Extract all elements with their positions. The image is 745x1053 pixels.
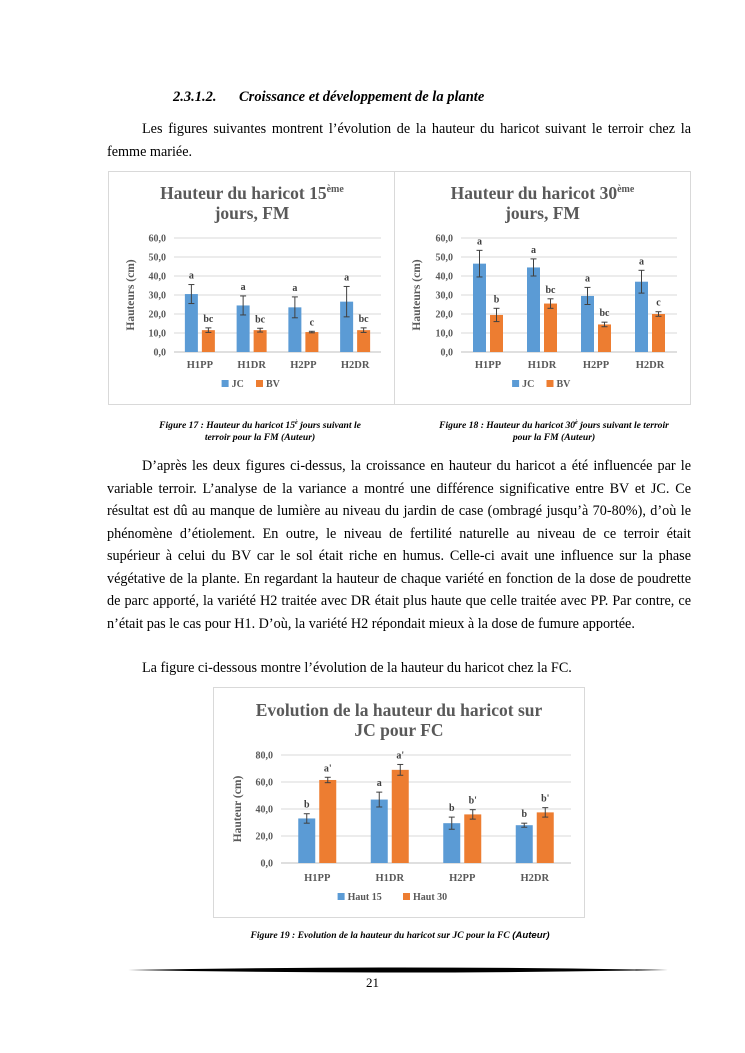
legend-swatch bbox=[403, 893, 410, 900]
section-heading bbox=[173, 89, 484, 106]
y-axis-label: Hauteurs (cm) bbox=[411, 259, 423, 331]
bar-jc bbox=[527, 267, 540, 352]
paragraph-fc: La figure ci-dessous montre l’évolution de la hauteur du haricot chez la FC. bbox=[142, 660, 572, 676]
chart-title-line: jours, FM bbox=[214, 203, 290, 223]
legend-swatch bbox=[512, 380, 519, 387]
significance-letter: bc bbox=[255, 314, 266, 326]
x-tick-label: H2DR bbox=[340, 360, 370, 371]
significance-letter: c bbox=[309, 317, 315, 329]
x-tick-label: H1PP bbox=[304, 873, 331, 884]
y-tick-label: 20,0 bbox=[255, 831, 273, 843]
legend-label: BV bbox=[556, 379, 571, 390]
significance-letter: a bbox=[188, 270, 194, 282]
bar-bv bbox=[357, 330, 370, 352]
x-tick-label: H2PP bbox=[290, 360, 317, 371]
chart-title-superscript: ème bbox=[326, 184, 344, 195]
x-tick-label: H2DR bbox=[520, 873, 550, 884]
bar-haut-30 bbox=[537, 812, 554, 863]
significance-letter: b' bbox=[468, 795, 477, 807]
y-tick-label: 20,0 bbox=[435, 309, 453, 321]
significance-letter: a bbox=[240, 281, 246, 293]
legend-label: Haut 15 bbox=[347, 892, 382, 903]
significance-letter: bc bbox=[545, 284, 556, 296]
chart-fig18-svg bbox=[395, 172, 690, 404]
y-tick-label: 60,0 bbox=[148, 233, 166, 245]
x-tick-label: H1PP bbox=[474, 360, 502, 371]
significance-letter: b' bbox=[541, 793, 550, 805]
significance-letter: b bbox=[303, 799, 310, 811]
chart-fig17-svg bbox=[109, 172, 395, 404]
significance-letter: b bbox=[448, 803, 455, 815]
x-tick-label: H2PP bbox=[582, 360, 610, 371]
x-tick-label: H1DR bbox=[527, 360, 557, 371]
bar-haut-30 bbox=[392, 770, 409, 863]
section-number: 2.3.1.2. bbox=[173, 89, 217, 105]
y-tick-label: 20,0 bbox=[148, 309, 166, 321]
significance-letter: bc bbox=[358, 313, 369, 325]
bar-haut-15 bbox=[371, 800, 388, 863]
caption-fig17: Figure 17 : Hauteur du haricot $15^è$ jours suivant le terroir pour la FM (Auteur) bbox=[159, 420, 361, 444]
chart-title-line: JC pour FC bbox=[354, 720, 444, 740]
significance-letter: a bbox=[531, 244, 536, 256]
paragraph-analysis: D’après les deux figures ci-dessus, la croissance en hauteur du haricot a été influencée par le variable terroir. L’analyse de la variance a montré une différence significative entre BV et JC. Ce résultat est dû au manque de lumière au niveau du jardin de case (ombragé jusqu’à 70-80%), d’où le phénomène d’étiolement. En outre, le niveau de fertilité naturelle au niveau de ce terroir était supérieur à celui du BV car le sol était riche en humus. Celle-ci avait une influence sur la phase végétative de la plante. En regardant la hauteur de chaque variété en fonction de la dose de poudrette de parc apporté, la variété H2 traitée avec DR était plus haute que celle traitée avec PP. Par contre, ce n’était pas le cas pour H1. D’où, la variété H2 répondait mieux à la dose de fumure apportée. bbox=[107, 458, 691, 632]
significance-letter: b bbox=[493, 294, 500, 306]
significance-letter: b bbox=[521, 809, 528, 821]
y-tick-label: 60,0 bbox=[255, 777, 273, 789]
y-tick-label: 50,0 bbox=[148, 252, 166, 264]
y-tick-label: 60,0 bbox=[435, 233, 453, 245]
legend-label: JC bbox=[522, 379, 535, 390]
y-tick-label: 40,0 bbox=[148, 271, 166, 283]
section-title: Croissance et développement de la plante bbox=[239, 89, 485, 105]
significance-letter: a bbox=[585, 273, 590, 285]
significance-letter: c bbox=[656, 297, 661, 309]
x-tick-label: H1DR bbox=[237, 360, 266, 371]
bar-bv bbox=[544, 304, 557, 352]
legend-label: JC bbox=[231, 379, 244, 390]
significance-letter: a bbox=[639, 256, 644, 268]
y-tick-label: 0,0 bbox=[153, 347, 166, 359]
y-tick-label: 80,0 bbox=[255, 750, 273, 762]
legend-swatch bbox=[256, 380, 263, 387]
y-tick-label: 10,0 bbox=[435, 328, 453, 340]
chart-fig19 bbox=[213, 687, 585, 918]
chart-fig17 bbox=[108, 171, 396, 405]
bar-haut-30 bbox=[464, 814, 481, 863]
legend-swatch bbox=[338, 893, 345, 900]
bar-bv bbox=[305, 332, 318, 352]
bar-bv bbox=[202, 330, 215, 352]
caption-fig18: Figure 18 : Hauteur du haricot $30^è$ jours suivant le terroir pour la FM (Auteur) bbox=[439, 420, 669, 444]
y-tick-label: 40,0 bbox=[435, 271, 453, 283]
significance-letter: a bbox=[477, 236, 482, 248]
significance-letter: a' bbox=[396, 750, 405, 762]
bar-bv bbox=[254, 330, 267, 352]
chart-title-line: Evolution de la hauteur du haricot sur bbox=[255, 700, 543, 720]
caption-fig19: Figure 19 : Evolution de la hauteur du haricot sur JC pour la FC (Auteur) bbox=[250, 930, 550, 941]
significance-letter: bc bbox=[599, 308, 610, 320]
bar-haut-30 bbox=[319, 780, 336, 863]
legend-label: Haut 30 bbox=[413, 892, 448, 903]
x-tick-label: H2DR bbox=[635, 360, 665, 371]
bar-bv bbox=[652, 314, 665, 352]
y-tick-label: 0,0 bbox=[440, 347, 453, 359]
y-tick-label: 40,0 bbox=[255, 804, 273, 816]
page-number: 21 bbox=[366, 975, 379, 990]
x-tick-label: H1DR bbox=[375, 873, 405, 884]
y-axis-label: Hauteur (cm) bbox=[232, 775, 244, 843]
y-tick-label: 10,0 bbox=[148, 328, 166, 340]
chart-title-superscript: ème bbox=[617, 184, 635, 195]
bar-haut-15 bbox=[516, 825, 533, 863]
legend-swatch bbox=[222, 380, 229, 387]
significance-letter: a' bbox=[323, 763, 332, 775]
paragraph-intro: Les figures suivantes montrent l’évolution de la hauteur du haricot suivant le terroir chez la femme mariée. bbox=[107, 121, 691, 160]
x-tick-label: H1PP bbox=[186, 360, 213, 371]
significance-letter: a bbox=[344, 272, 350, 284]
chart-title-line: Hauteur du haricot 15ème bbox=[160, 183, 344, 203]
footer-separator bbox=[128, 966, 668, 974]
y-tick-label: 0,0 bbox=[260, 858, 273, 870]
y-tick-label: 30,0 bbox=[435, 290, 453, 302]
significance-letter: a bbox=[376, 778, 382, 790]
x-tick-label: H2PP bbox=[449, 873, 476, 884]
chart-title-line: Hauteur du haricot 30ème bbox=[450, 183, 635, 203]
chart-fig18 bbox=[394, 171, 691, 405]
bar-bv bbox=[598, 324, 611, 352]
legend-label: BV bbox=[266, 379, 280, 390]
y-tick-label: 50,0 bbox=[435, 252, 453, 264]
y-axis-label: Hauteurs (cm) bbox=[125, 259, 137, 331]
significance-letter: a bbox=[292, 282, 298, 294]
bar-haut-15 bbox=[298, 818, 315, 863]
y-tick-label: 30,0 bbox=[148, 290, 166, 302]
chart-fig19-svg bbox=[214, 688, 584, 917]
significance-letter: bc bbox=[203, 313, 214, 325]
legend-swatch bbox=[547, 380, 554, 387]
chart-title-line: jours, FM bbox=[505, 203, 580, 223]
